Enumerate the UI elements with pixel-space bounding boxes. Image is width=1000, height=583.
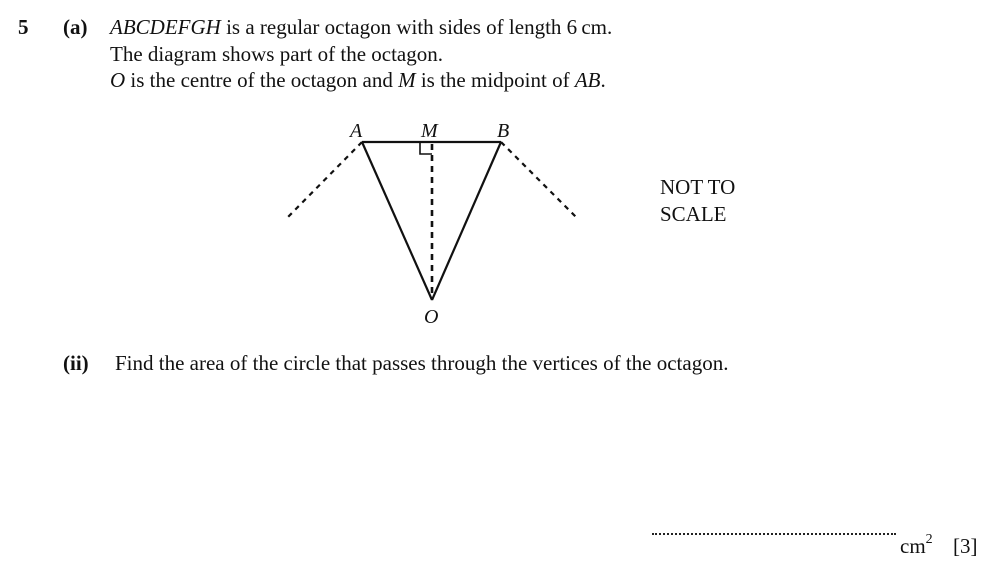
line-bo bbox=[432, 142, 501, 300]
answer-unit bbox=[900, 534, 933, 559]
octagon-name: ABCDEFGH bbox=[110, 15, 221, 39]
intro-line-3-text-b: is the midpoint of bbox=[415, 68, 575, 92]
intro-line-1-text: is a regular octagon with sides of length 6 cm. bbox=[220, 15, 613, 39]
line-ao bbox=[362, 142, 432, 300]
not-to-scale-line-2: SCALE bbox=[660, 202, 727, 226]
label-o: O bbox=[424, 306, 439, 328]
not-to-scale-line-1: NOT TO bbox=[660, 175, 736, 199]
part-ii-question: Find the area of the circle that passes through the vertices of the octagon. bbox=[115, 351, 729, 375]
part-ii-label: (ii) bbox=[63, 351, 89, 375]
intro-line-3-text-a: is the centre of the octagon and bbox=[125, 68, 399, 92]
label-b: B bbox=[497, 120, 510, 142]
part-a-label: (a) bbox=[63, 15, 88, 39]
midpoint-letter: M bbox=[398, 68, 416, 92]
question-number: 5 bbox=[18, 15, 29, 39]
label-m: M bbox=[421, 120, 438, 142]
answer-line[interactable] bbox=[652, 533, 896, 535]
unit-text: cm bbox=[900, 534, 926, 558]
dashed-edge-right bbox=[501, 142, 576, 217]
intro-line-2: The diagram shows part of the octagon. bbox=[110, 42, 443, 66]
label-a: A bbox=[350, 120, 363, 142]
intro-line-3-end: . bbox=[600, 68, 606, 92]
segment-ab: AB bbox=[574, 68, 601, 92]
dashed-edge-left bbox=[288, 142, 362, 217]
marks-label: [3] bbox=[953, 534, 978, 558]
unit-power: 2 bbox=[925, 532, 933, 547]
right-angle-mark bbox=[420, 142, 432, 154]
centre-letter: O bbox=[110, 68, 126, 92]
